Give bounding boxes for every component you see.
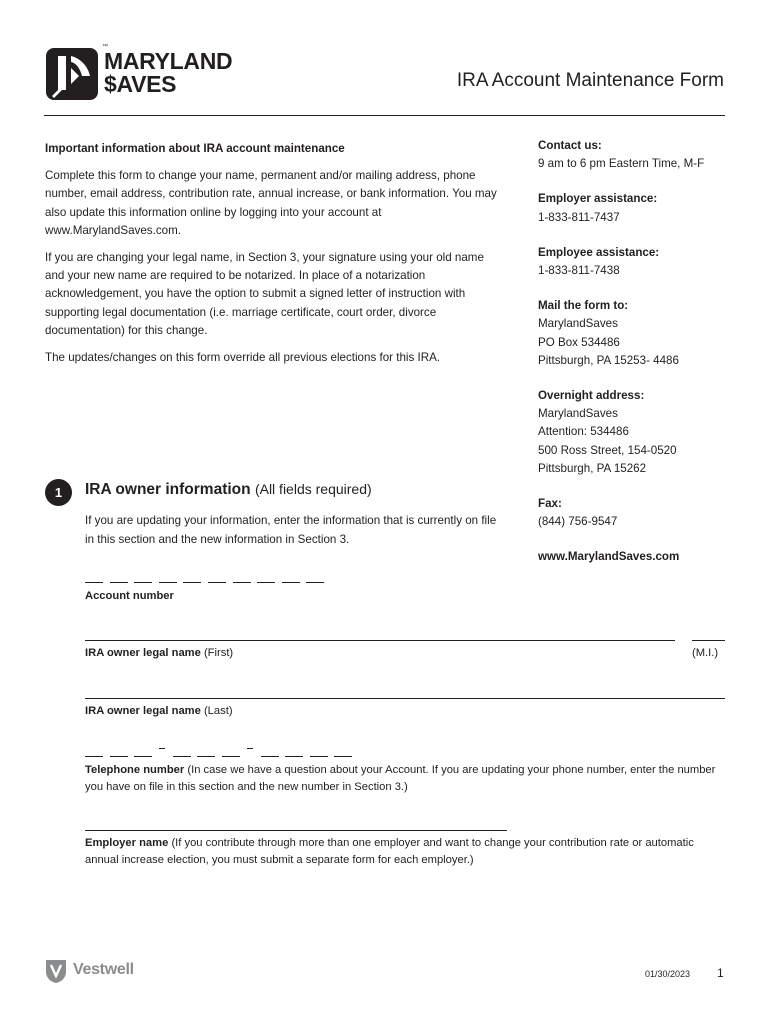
mail-line-2: PO Box 534486 <box>538 335 620 349</box>
vestwell-shield-icon <box>45 958 67 984</box>
digit-slot[interactable] <box>173 756 191 757</box>
employer-name-note: (If you contribute through more than one employer and want to change your contribution rate or automatic annual increase election, you must submit a separate form for each employer.) <box>85 837 694 866</box>
section-number-badge: 1 <box>45 479 72 506</box>
digit-slot[interactable] <box>285 756 303 757</box>
telephone-label <box>85 762 725 796</box>
employee-assistance-block <box>538 244 738 280</box>
employer-assistance-label: Employer assistance: <box>538 192 658 206</box>
website-link[interactable]: www.MarylandSaves.com <box>538 550 680 564</box>
mail-address-block <box>538 297 738 370</box>
intro-section <box>45 140 500 376</box>
intro-paragraph-3: The updates/changes on this form override all previous elections for this IRA. <box>45 351 441 365</box>
page-title: IRA Account Maintenance Form <box>456 70 724 91</box>
overnight-line-3: 500 Ross Street, 154-0520 <box>538 443 677 457</box>
first-name-label-text: IRA owner legal name <box>85 647 201 659</box>
digit-slot[interactable] <box>183 582 201 583</box>
first-name-label-suffix: (First) <box>203 647 234 659</box>
first-name-field[interactable] <box>85 640 675 641</box>
form-date: 01/30/2023 <box>645 969 691 979</box>
digit-slot[interactable] <box>85 756 103 757</box>
last-name-field[interactable] <box>85 698 725 699</box>
account-number-field[interactable] <box>85 582 331 583</box>
account-number-label-text: Account number <box>85 590 174 602</box>
section-description: If you are updating your information, enter the information that is currently on file in this section and the new information in Section 3. <box>85 514 497 546</box>
employer-assistance-block <box>538 190 738 226</box>
section-title-subtitle: (All fields required) <box>254 481 372 497</box>
overnight-line-4: Pittsburgh, PA 15262 <box>538 461 647 475</box>
middle-initial-field[interactable] <box>692 640 725 641</box>
last-name-label-suffix: (Last) <box>203 705 233 717</box>
vestwell-logo <box>45 958 155 986</box>
digit-slot[interactable] <box>159 582 177 583</box>
separator-dash <box>159 748 165 749</box>
employer-name-label-text: Employer name <box>85 837 169 849</box>
telephone-note: (In case we have a question about your Account. If you are updating your phone number, enter the number you have on file in this section and the new number in Section 3.) <box>85 764 716 793</box>
account-number-label <box>85 588 174 605</box>
last-name-label-text: IRA owner legal name <box>85 705 201 717</box>
digit-slot[interactable] <box>261 756 279 757</box>
overnight-line-2: Attention: 534486 <box>538 425 629 439</box>
contact-hours: 9 am to 6 pm Eastern Time, M-F <box>538 157 705 171</box>
first-name-label <box>85 645 233 662</box>
digit-slot[interactable] <box>310 756 328 757</box>
employer-name-label <box>85 835 725 869</box>
mail-label: Mail the form to: <box>538 299 629 313</box>
digit-slot[interactable] <box>334 756 352 757</box>
page-number: 1 <box>717 966 724 980</box>
contact-block <box>538 137 738 173</box>
digit-slot[interactable] <box>233 582 251 583</box>
last-name-label <box>85 703 233 720</box>
digit-slot[interactable] <box>222 756 240 757</box>
intro-heading: Important information about IRA account maintenance <box>45 142 345 155</box>
contact-column <box>538 137 738 567</box>
digit-slot[interactable] <box>306 582 324 583</box>
digit-slot[interactable] <box>208 582 226 583</box>
overnight-address-block <box>538 387 738 478</box>
fax-label: Fax: <box>538 497 562 511</box>
overnight-line-1: MarylandSaves <box>538 407 618 421</box>
intro-paragraph-2: If you are changing your legal name, in Section 3, your signature using your old name and your new name are required to be notarized. In place of a notarization acknowledgement, you have the option to submit a signed letter of instruction with supporting legal documentation (i.e. marriage certificate, court order, divorce documentation) for this change. <box>45 251 484 337</box>
separator-dash <box>247 748 253 749</box>
contact-label: Contact us: <box>538 139 602 152</box>
employer-assistance-phone: 1-833-811-7437 <box>538 210 620 224</box>
digit-slot[interactable] <box>282 582 300 583</box>
digit-slot[interactable] <box>197 756 215 757</box>
section-title <box>85 481 372 499</box>
employer-name-field[interactable] <box>85 830 507 831</box>
mail-line-3: Pittsburgh, PA 15253- 4486 <box>538 353 679 367</box>
digit-slot[interactable] <box>85 582 103 583</box>
mail-line-1: MarylandSaves <box>538 317 618 331</box>
intro-paragraph-1: Complete this form to change your name, permanent and/or mailing address, phone number, email address, contribution rate, annual increase, or bank information. You may also update this information online by logging into your account at www.MarylandSaves.com. <box>45 169 497 237</box>
overnight-label: Overnight address: <box>538 389 645 403</box>
section-title-text: IRA owner information <box>85 481 251 498</box>
digit-slot[interactable] <box>110 582 128 583</box>
logo-line-1: MARYLAND <box>104 48 233 74</box>
middle-initial-label: (M.I.) <box>692 647 719 659</box>
marylandsaves-logo <box>44 44 244 106</box>
digit-slot[interactable] <box>134 582 152 583</box>
employee-assistance-phone: 1-833-811-7438 <box>538 264 620 278</box>
digit-slot[interactable] <box>134 756 152 757</box>
fax-block <box>538 495 738 531</box>
digit-slot[interactable] <box>257 582 275 583</box>
telephone-field[interactable] <box>85 756 359 757</box>
employee-assistance-label: Employee assistance: <box>538 245 660 259</box>
telephone-label-text: Telephone number <box>85 764 185 776</box>
vestwell-wordmark: Vestwell <box>73 961 134 978</box>
logo-trademark: ™ <box>102 44 108 50</box>
logo-wordmark <box>104 50 232 96</box>
marylandsaves-leaf-icon <box>44 46 100 102</box>
logo-line-2: $AVES <box>104 71 177 97</box>
fax-number: (844) 756-9547 <box>538 515 618 529</box>
header-divider <box>44 115 725 116</box>
digit-slot[interactable] <box>110 756 128 757</box>
